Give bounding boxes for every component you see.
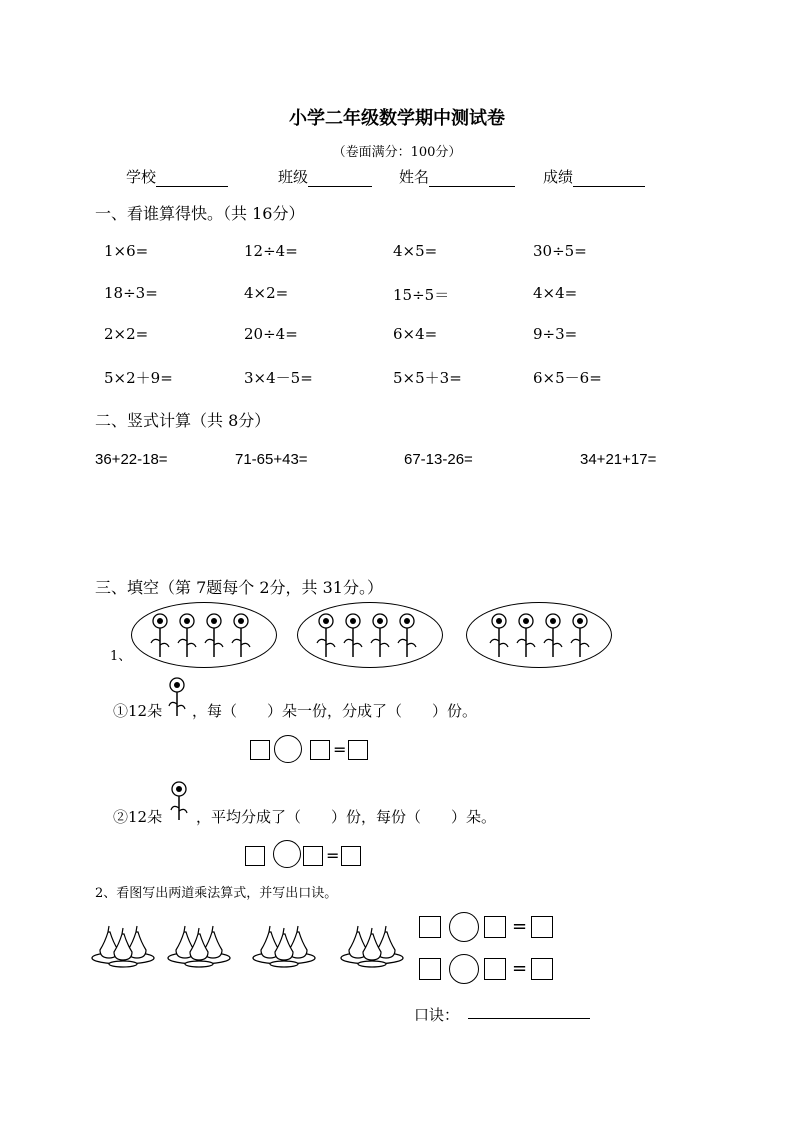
pear-icon: [114, 928, 132, 960]
answer-box[interactable]: [419, 958, 441, 980]
name-input[interactable]: [429, 170, 515, 187]
answer-box[interactable]: [341, 846, 361, 866]
equals-sign: =: [326, 846, 340, 865]
vertical-calc-item: 34+21+17=: [580, 451, 657, 468]
calc-item: 12÷4=: [244, 242, 298, 260]
flower-icon: [168, 780, 188, 824]
flower-group-1-graphic: [132, 603, 278, 669]
operator-circle[interactable]: [274, 735, 302, 763]
answer-box[interactable]: [484, 916, 506, 938]
calc-item: 2×2=: [104, 325, 149, 343]
answer-box[interactable]: [419, 916, 441, 938]
pear-icon: [190, 928, 208, 960]
page-title: 小学二年级数学期中测试卷: [289, 108, 505, 129]
calc-item: 4×5=: [393, 242, 438, 260]
flower-group-2: [297, 602, 443, 668]
flower-icon: [166, 676, 186, 720]
class-label: 班级: [278, 168, 309, 186]
operator-circle[interactable]: [449, 954, 479, 984]
score-label: 成绩: [543, 168, 574, 186]
answer-box[interactable]: [531, 916, 553, 938]
equals-sign: =: [512, 916, 528, 937]
answer-box[interactable]: [303, 846, 323, 866]
calc-item: 1×6=: [104, 242, 149, 260]
pear-plate: [90, 920, 156, 970]
calc-item: 3×4－5=: [244, 369, 313, 387]
q1-part1-text: ，每（ ）朵一份，分成了（ ）份。: [192, 702, 478, 720]
name-field: [399, 166, 515, 187]
school-field: [126, 166, 228, 187]
q1-part1-marker: ①12朵: [113, 702, 163, 720]
equals-sign: =: [333, 740, 347, 759]
calc-item: 18÷3=: [104, 284, 158, 302]
pear-plate: [251, 920, 317, 970]
calc-item: 4×2=: [244, 284, 289, 302]
calc-item: 20÷4=: [244, 325, 298, 343]
class-input[interactable]: [308, 170, 372, 187]
flower-icon: [344, 614, 362, 657]
score-field: [543, 166, 645, 187]
answer-box[interactable]: [250, 740, 270, 760]
school-label: 学校: [126, 168, 157, 186]
flower-icon: [151, 614, 169, 657]
q1-part2-marker: ②12朵: [113, 808, 163, 826]
flower-icon: [398, 614, 416, 657]
flower-icon: [517, 614, 535, 657]
flower-group-3: [466, 602, 612, 668]
calc-item: 15÷5＝: [393, 286, 450, 304]
section2-heading: 二、竖式计算（共 8分）: [95, 411, 271, 430]
calc-item: 9÷3=: [533, 325, 578, 343]
flower-icon: [490, 614, 508, 657]
answer-box[interactable]: [245, 846, 265, 866]
vertical-calc-item: 71-65+43=: [235, 451, 308, 468]
school-input[interactable]: [156, 170, 228, 187]
flower-icon: [571, 614, 589, 657]
operator-circle[interactable]: [449, 912, 479, 942]
operator-circle[interactable]: [273, 840, 301, 868]
flower-icon: [371, 614, 389, 657]
name-label: 姓名: [399, 168, 430, 186]
calc-item: 5×5＋3=: [393, 369, 462, 387]
pear-plate: [339, 920, 405, 970]
section1-heading: 一、看谁算得快。（共 16分）: [95, 204, 305, 223]
calc-item: 30÷5=: [533, 242, 587, 260]
calc-item: 4×4=: [533, 284, 578, 302]
answer-box[interactable]: [531, 958, 553, 980]
page-subtitle: （卷面满分：100分）: [332, 145, 462, 160]
q2-prompt: 2、看图写出两道乘法算式，并写出口诀。: [95, 886, 338, 901]
pear-plate: [166, 920, 232, 970]
answer-box[interactable]: [348, 740, 368, 760]
answer-box[interactable]: [484, 958, 506, 980]
calc-item: 5×2＋9=: [104, 369, 173, 387]
vertical-calc-item: 36+22-18=: [95, 451, 168, 468]
pear-icon: [275, 928, 293, 960]
score-input[interactable]: [573, 170, 645, 187]
pear-icon: [363, 928, 381, 960]
mnemonic-label: 口诀：: [414, 1006, 460, 1024]
class-field: [278, 166, 372, 187]
section3-heading: 三、填空（第 7题每个 2分，共 31分。）: [95, 578, 383, 597]
equals-sign: =: [512, 958, 528, 979]
calc-item: 6×5－6=: [533, 369, 602, 387]
flower-group-3-graphic: [467, 603, 613, 669]
q1-part2-text: ，平均分成了（ ）份，每份（ ）朵。: [196, 808, 497, 826]
flower-icon: [205, 614, 223, 657]
answer-box[interactable]: [310, 740, 330, 760]
vertical-calc-item: 67-13-26=: [404, 451, 473, 468]
q1-number: 1、: [110, 649, 132, 664]
calc-item: 6×4=: [393, 325, 438, 343]
flower-icon: [232, 614, 250, 657]
flower-icon: [544, 614, 562, 657]
mnemonic-input[interactable]: [468, 1002, 590, 1019]
flower-group-1: [131, 602, 277, 668]
flower-icon: [317, 614, 335, 657]
flower-group-2-graphic: [298, 603, 444, 669]
flower-icon: [178, 614, 196, 657]
